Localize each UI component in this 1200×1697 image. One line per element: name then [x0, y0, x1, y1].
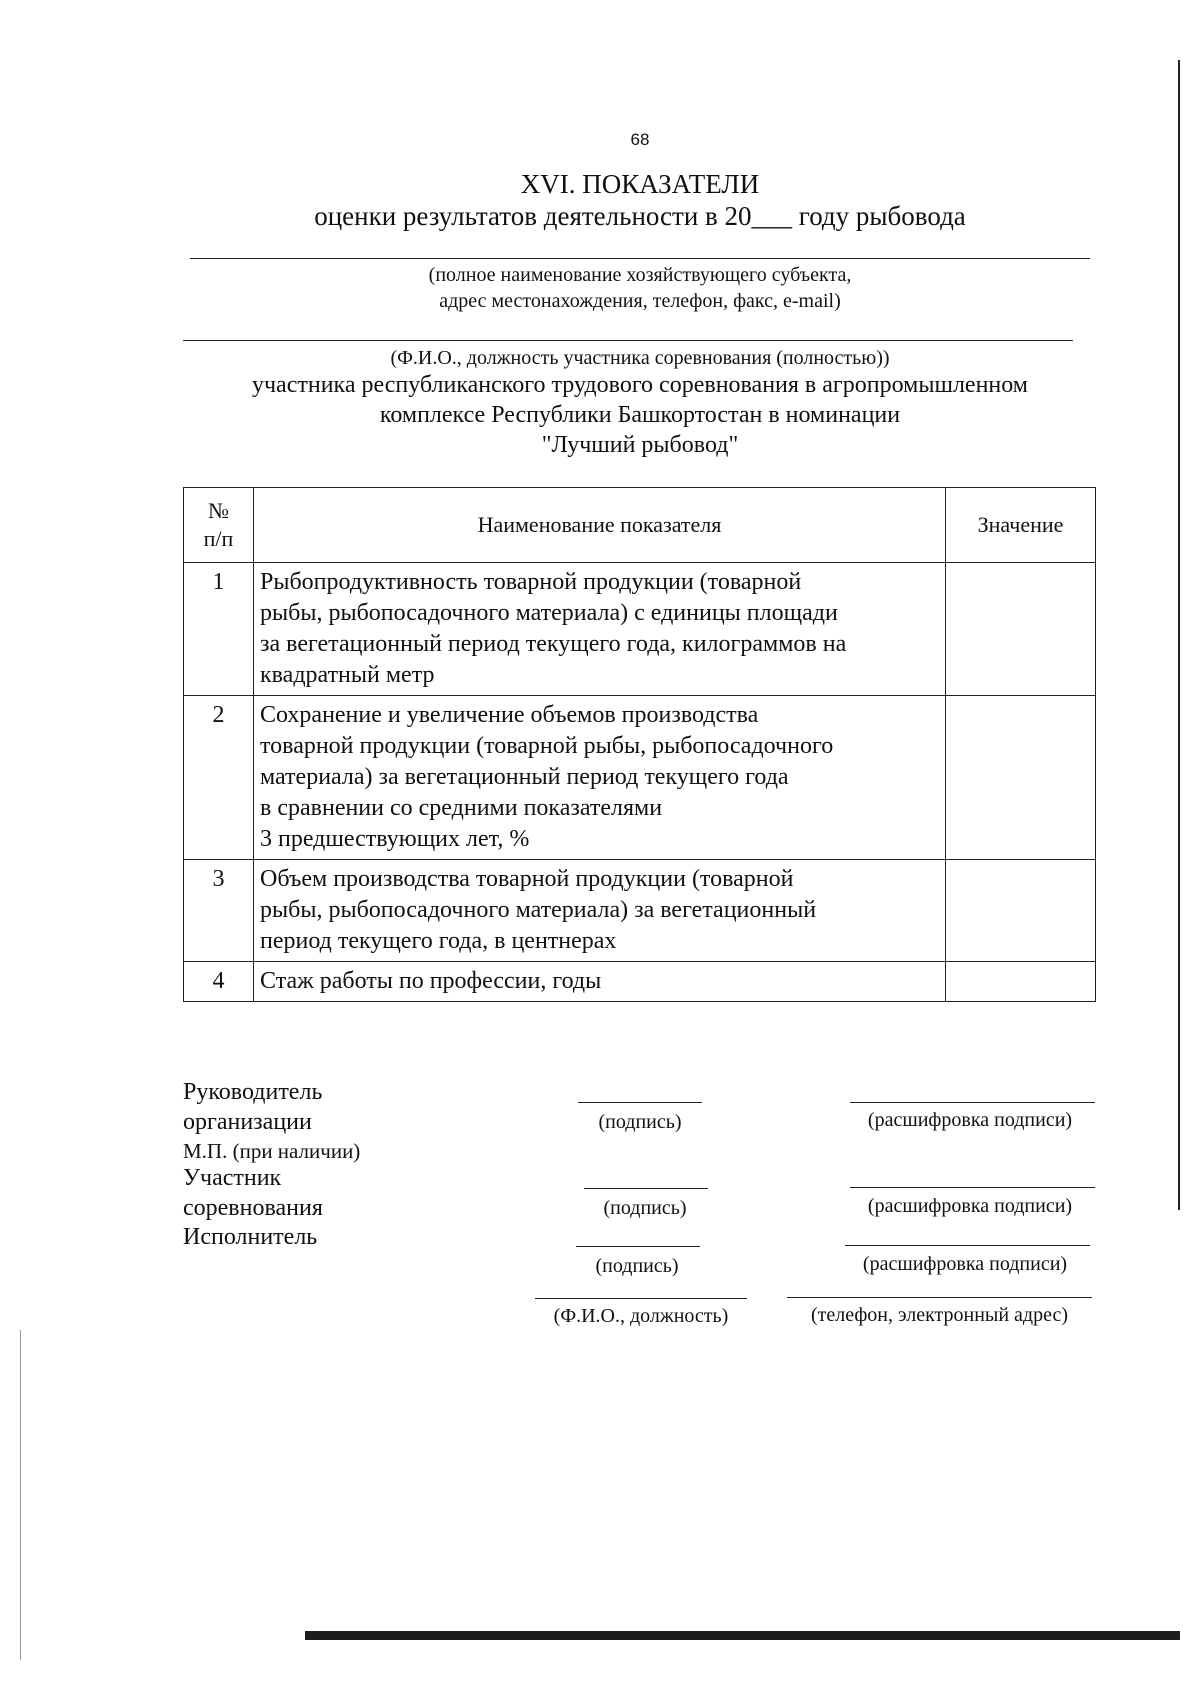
participant-label-2: соревнования — [183, 1195, 323, 1221]
table-row — [184, 962, 1096, 1002]
executor-decoding-line[interactable] — [845, 1245, 1090, 1246]
row-indicator: Стаж работы по профессии, годы — [254, 962, 946, 1002]
row-indicator: Рыбопродуктивность товарной продукции (товарной рыбы, рыбопосадочного материала) с единицы площади за вегетационный период текущего года, килограммов на квадратный метр — [254, 563, 946, 696]
row-value-cell[interactable] — [946, 962, 1096, 1002]
indicators-table — [183, 487, 1096, 1002]
executor-label: Исполнитель — [183, 1224, 318, 1250]
executor-signature-line[interactable] — [576, 1246, 700, 1247]
competition-line-3: "Лучший рыбовод" — [541, 432, 739, 458]
head-decoding-caption: (расшифровка подписи) — [867, 1109, 1073, 1131]
participant-name-line — [183, 340, 1073, 341]
header-number: № п/п — [184, 488, 254, 563]
section-subtitle: оценки результатов деятельности в 20___ году рыбовода — [314, 201, 966, 231]
header-indicator-name: Наименование показателя — [254, 488, 946, 563]
table-header-row — [184, 488, 1096, 563]
row-indicator: Сохранение и увеличение объемов производства товарной продукции (товарной рыбы, рыбопосадочного материала) за вегетационный период текущего года в сравнении со средними показателями 3 предшествующих лет, % — [254, 696, 946, 860]
participant-decoding-line[interactable] — [850, 1187, 1095, 1188]
head-label-1: Руководитель — [183, 1079, 323, 1105]
competition-line-1: участника республиканского трудового соревнования в агропромышленном — [251, 372, 1028, 398]
page-number: 68 — [630, 130, 650, 149]
executor-fio-line[interactable] — [535, 1298, 747, 1299]
entity-caption-2: адрес местонахождения, телефон, факс, e-mail) — [439, 290, 841, 312]
entity-name-line — [190, 258, 1090, 259]
row-value-cell[interactable] — [946, 860, 1096, 962]
row-value-cell[interactable] — [946, 696, 1096, 860]
section-title: XVI. ПОКАЗАТЕЛИ — [520, 169, 760, 199]
entity-caption-1: (полное наименование хозяйствующего субъекта, — [428, 264, 852, 286]
head-label-2: организации — [183, 1109, 312, 1135]
table-row — [184, 563, 1096, 696]
row-value-cell[interactable] — [946, 563, 1096, 696]
header-value: Значение — [946, 488, 1096, 563]
executor-signature-caption: (подпись) — [595, 1255, 679, 1277]
executor-contact-caption: (телефон, электронный адрес) — [810, 1304, 1069, 1326]
table-row — [184, 696, 1096, 860]
scan-edge-left — [20, 1330, 21, 1660]
executor-fio-caption: (Ф.И.О., должность) — [553, 1305, 729, 1327]
scan-edge-bottom — [305, 1631, 1180, 1640]
row-number: 4 — [184, 962, 254, 1002]
row-indicator: Объем производства товарной продукции (товарной рыбы, рыбопосадочного материала) за вегетационный период текущего года, в центнерах — [254, 860, 946, 962]
participant-label-1: Участник — [183, 1165, 282, 1191]
executor-contact-line[interactable] — [787, 1297, 1092, 1298]
head-signature-caption: (подпись) — [598, 1111, 682, 1133]
row-number: 2 — [184, 696, 254, 860]
row-number: 1 — [184, 563, 254, 696]
head-signature-line[interactable] — [578, 1102, 702, 1103]
competition-line-2: комплексе Республики Башкортостан в номинации — [379, 402, 901, 428]
table-row — [184, 860, 1096, 962]
participant-signature-caption: (подпись) — [603, 1197, 687, 1219]
participant-signature-line[interactable] — [584, 1188, 708, 1189]
head-decoding-line[interactable] — [850, 1102, 1095, 1103]
executor-decoding-caption: (расшифровка подписи) — [862, 1253, 1068, 1275]
participant-decoding-caption: (расшифровка подписи) — [867, 1195, 1073, 1217]
participant-caption: (Ф.И.О., должность участника соревнования (полностью)) — [390, 347, 890, 369]
stamp-label: М.П. (при наличии) — [183, 1139, 361, 1163]
row-number: 3 — [184, 860, 254, 962]
